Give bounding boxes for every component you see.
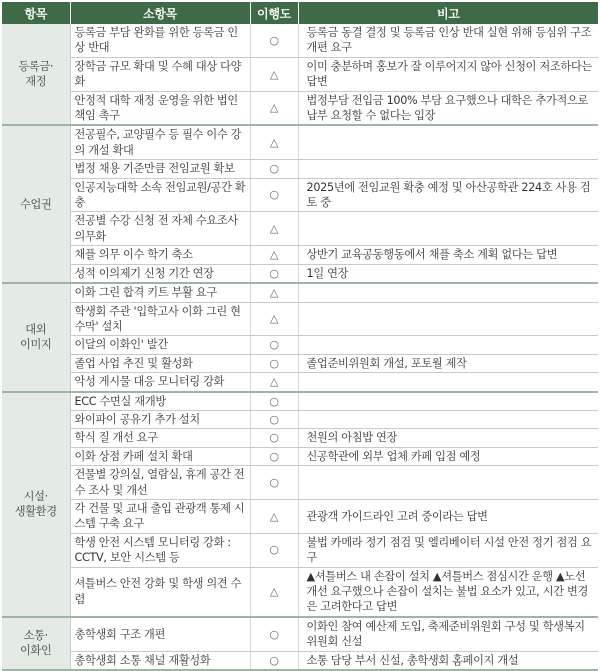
note-cell: 불법 카메라 정기 점검 및 엘리베이터 시설 안전 정기 점검 요구 (298, 533, 598, 567)
note-cell (298, 212, 598, 246)
pledge-status-table (2, 2, 598, 671)
note-cell: 졸업준비위원회 개설, 포토월 제작 (298, 354, 598, 372)
note-cell (298, 302, 598, 336)
table-row (2, 91, 598, 125)
status-cell: △ (250, 567, 298, 617)
note-cell (298, 336, 598, 354)
table-row (2, 617, 598, 651)
status-cell: △ (250, 125, 298, 159)
status-cell: ○ (250, 447, 298, 465)
note-cell: 관광객 가이드라인 고려 중이라는 답변 (298, 499, 598, 533)
table-row (2, 302, 598, 336)
category-cell: 수업권 (2, 125, 70, 283)
status-cell: ○ (250, 466, 298, 500)
category-cell: 대외 이미지 (2, 283, 70, 391)
subitem-cell: 이달의 이화인' 발간 (70, 336, 250, 354)
status-cell: ○ (250, 354, 298, 372)
note-cell: 상반기 교육공동행동에서 채플 축소 계획 없다는 답변 (298, 246, 598, 264)
subitem-cell: 건물별 강의실, 열람실, 휴게 공간 전수 조사 및 개선 (70, 466, 250, 500)
table-row (2, 533, 598, 567)
status-cell: ○ (250, 533, 298, 567)
subitem-cell: 학생회 주관 '입학고사 이화 그린 현수막' 설치 (70, 302, 250, 336)
category-cell: 시설· 생활환경 (2, 392, 70, 617)
subitem-cell: 학식 질 개선 요구 (70, 429, 250, 447)
header-subitem: 소항목 (70, 2, 250, 24)
status-cell: ○ (250, 160, 298, 178)
status-cell: ○ (250, 264, 298, 283)
header-status: 이행도 (250, 2, 298, 24)
table-row (2, 283, 598, 302)
table-row (2, 429, 598, 447)
status-cell: △ (250, 283, 298, 302)
subitem-cell: 졸업 사업 추진 및 활성화 (70, 354, 250, 372)
subitem-cell: 장학금 규모 확대 및 수혜 대상 다양화 (70, 57, 250, 91)
table-row (2, 24, 598, 57)
subitem-cell: 셔틀버스 안전 강화 및 학생 의견 수렴 (70, 567, 250, 617)
table-row (2, 373, 598, 392)
table-row (2, 410, 598, 428)
status-cell: △ (250, 91, 298, 125)
note-cell: 등록금 동결 결정 및 등록금 인상 반대 실현 위해 등심위 구조 개편 요구 (298, 24, 598, 57)
header-category: 항목 (2, 2, 70, 24)
note-cell: 1일 연장 (298, 264, 598, 283)
subitem-cell: 성적 이의제기 신청 기간 연장 (70, 264, 250, 283)
note-cell: 이화인 참여 예산제 도입, 축제준비위원회 구성 및 학생복지위원회 신설 (298, 617, 598, 651)
note-cell (298, 125, 598, 159)
table-body (2, 24, 598, 670)
category-cell: 등록금· 재정 (2, 24, 70, 125)
note-cell (298, 373, 598, 392)
subitem-cell: 채플 의무 이수 학기 축소 (70, 246, 250, 264)
status-cell: ○ (250, 429, 298, 447)
subitem-cell: 총학생회 소통 채널 재활성화 (70, 651, 250, 670)
subitem-cell: 와이파이 공유기 추가 설치 (70, 410, 250, 428)
table-row (2, 57, 598, 91)
table-row (2, 264, 598, 283)
subitem-cell: 등록금 부담 완화를 위한 등록금 인상 반대 (70, 24, 250, 57)
status-cell: ○ (250, 336, 298, 354)
note-cell: ▲셔틀버스 내 손잡이 설치 ▲셔틀버스 점심시간 운행 ▲노선 개선 요구했으나 손잡이 설치는 불법 요소가 있고, 시간 변경은 고려한다고 답변 (298, 567, 598, 617)
table-row (2, 336, 598, 354)
table-row (2, 160, 598, 178)
table-row (2, 354, 598, 372)
subitem-cell: 학생 안전 시스템 모니터링 강화 : CCTV, 보안 시스템 등 (70, 533, 250, 567)
subitem-cell: 안정적 대학 재정 운영을 위한 법인 책임 촉구 (70, 91, 250, 125)
status-cell: ○ (250, 617, 298, 651)
table-row (2, 447, 598, 465)
note-cell (298, 466, 598, 500)
table-row (2, 246, 598, 264)
subitem-cell: 총학생회 구조 개편 (70, 617, 250, 651)
status-cell: ○ (250, 178, 298, 212)
category-cell: 소통· 이화인 (2, 617, 70, 670)
header-note: 비고 (298, 2, 598, 24)
subitem-cell: 이화 그린 합격 키트 부활 요구 (70, 283, 250, 302)
status-cell: ○ (250, 392, 298, 411)
status-cell: △ (250, 246, 298, 264)
status-cell: ○ (250, 410, 298, 428)
subitem-cell: 인공지능대학 소속 전임교원/공간 확충 (70, 178, 250, 212)
status-cell: △ (250, 212, 298, 246)
subitem-cell: 전공별 수강 신청 전 자체 수요조사 의무화 (70, 212, 250, 246)
subitem-cell: 각 건물 및 교내 출입 관광객 통제 시스템 구축 요구 (70, 499, 250, 533)
note-cell (298, 160, 598, 178)
status-cell: ○ (250, 651, 298, 670)
note-cell: 이미 충분하며 홍보가 잘 이루어지지 않아 신청이 저조하다는 답변 (298, 57, 598, 91)
table-row (2, 178, 598, 212)
status-cell: △ (250, 373, 298, 392)
note-cell (298, 283, 598, 302)
note-cell: 천원의 아침밥 연장 (298, 429, 598, 447)
subitem-cell: 이화 상점 카페 설치 확대 (70, 447, 250, 465)
table-header-row (2, 2, 598, 24)
table-row (2, 567, 598, 617)
table-row (2, 212, 598, 246)
status-cell: △ (250, 499, 298, 533)
subitem-cell: 악성 게시물 대응 모니터링 강화 (70, 373, 250, 392)
note-cell: 2025년에 전임교원 확충 예정 및 아산공학관 224호 사용 검토 중 (298, 178, 598, 212)
subitem-cell: 전공필수, 교양필수 등 필수 이수 강의 개설 확대 (70, 125, 250, 159)
note-cell: 법정부담 전입금 100% 부담 요구했으나 대학은 추가적으로 납부 요청할 수 없다는 입장 (298, 91, 598, 125)
table-row (2, 466, 598, 500)
status-cell: ○ (250, 24, 298, 57)
table-row (2, 125, 598, 159)
note-cell: 신공학관에 외부 업체 카페 입점 예정 (298, 447, 598, 465)
note-cell (298, 392, 598, 411)
table-row (2, 392, 598, 411)
table-row (2, 499, 598, 533)
status-cell: △ (250, 302, 298, 336)
subitem-cell: ECC 수면실 재개방 (70, 392, 250, 411)
note-cell (298, 410, 598, 428)
status-cell: △ (250, 57, 298, 91)
note-cell: 소통 담당 부서 신설, 총학생회 홈페이지 개설 (298, 651, 598, 670)
subitem-cell: 법정 채용 기준만큼 전임교원 확보 (70, 160, 250, 178)
